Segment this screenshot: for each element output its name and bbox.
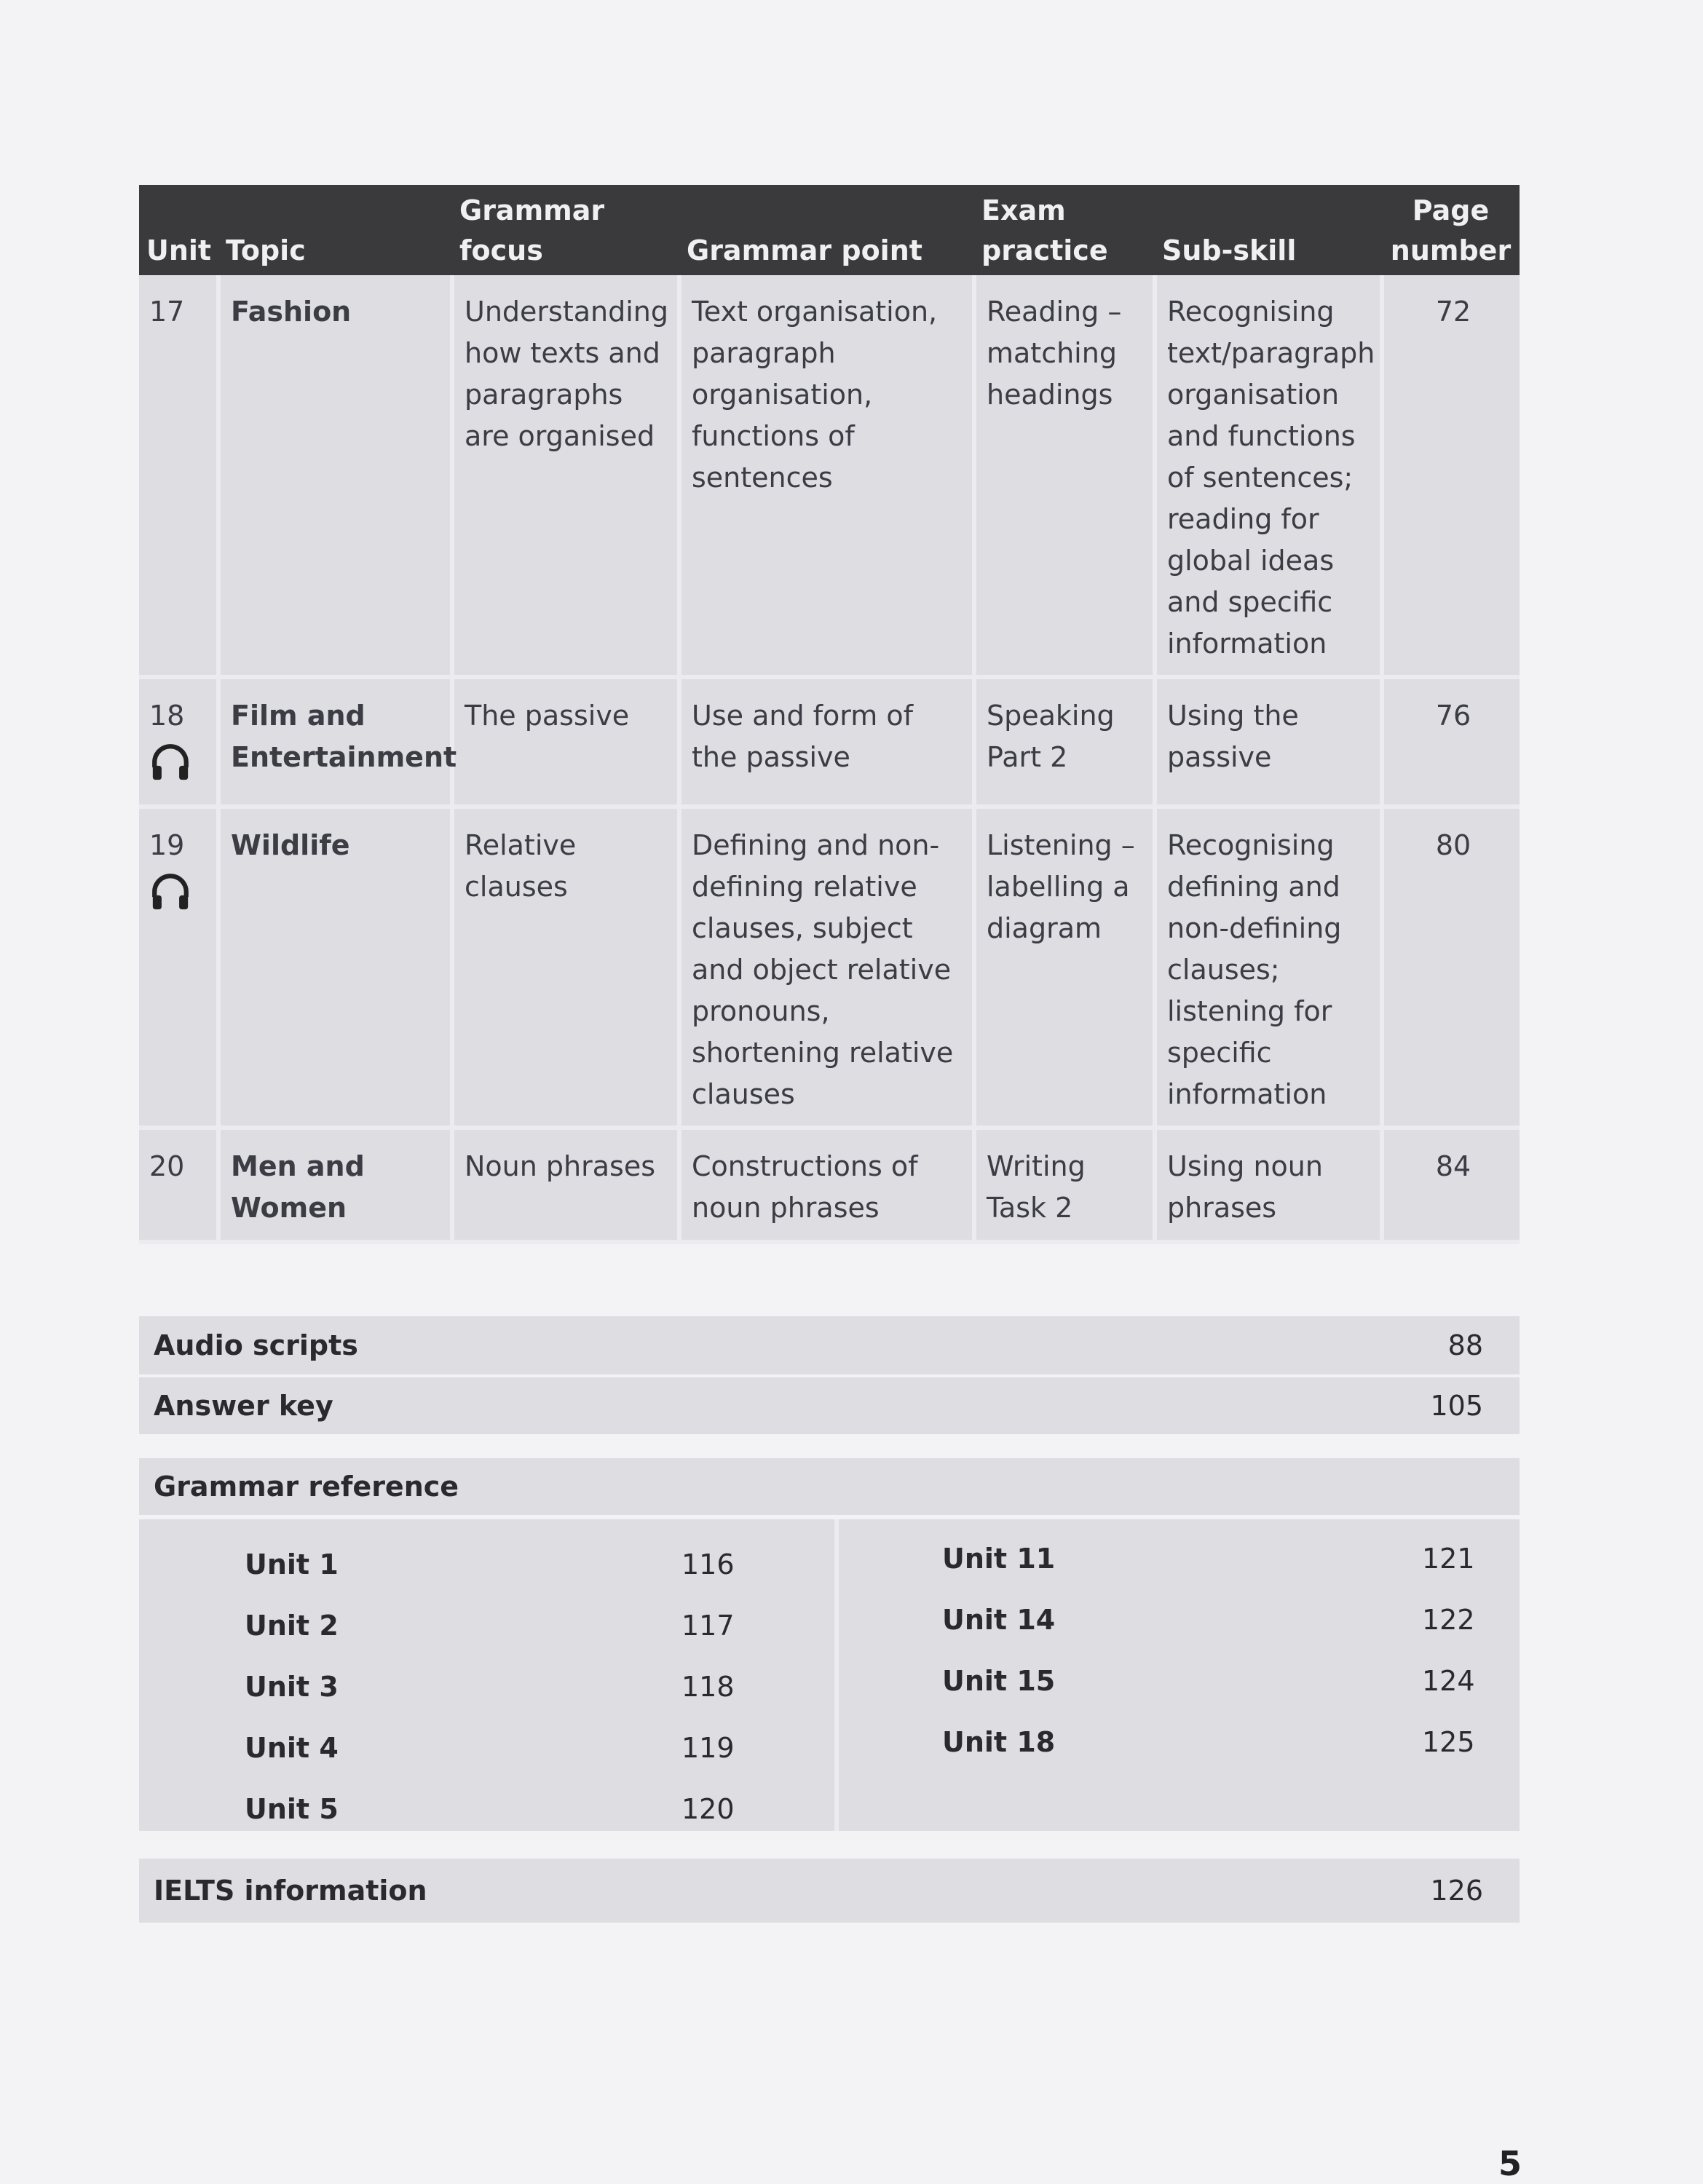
page-number-cell: 76 (1382, 677, 1520, 807)
unit-cell (139, 1128, 218, 1242)
topic-cell: Fashion (218, 275, 452, 677)
unit-number: 19 (149, 829, 185, 861)
table-header (139, 185, 1520, 275)
audio-scripts-row (139, 1316, 1520, 1374)
unit-cell (139, 807, 218, 1128)
sub-skill-cell: Recognising defining and non-defining clauses; listening for specific information (1155, 807, 1382, 1128)
grammar-reference-label: Grammar reference (154, 1471, 459, 1503)
ielts-information-page: 126 (1430, 1875, 1483, 1907)
topic-cell: Men and Women (218, 1128, 452, 1242)
ielts-information-row (139, 1859, 1520, 1923)
header-sub-skill: Sub-skill (1155, 185, 1382, 275)
page-number-cell: 72 (1382, 275, 1520, 677)
topic-cell: Wildlife (218, 807, 452, 1128)
grammar-reference-page: 116 (681, 1548, 735, 1580)
grammar-reference-page: 119 (681, 1732, 735, 1764)
grammar-reference-page: 121 (1422, 1543, 1475, 1575)
exam-practice-cell: Reading – matching headings (974, 275, 1155, 677)
grammar-reference-unit: Unit 4 (245, 1732, 339, 1764)
header-page-number: Page number (1382, 185, 1520, 275)
grammar-reference-unit: Unit 3 (245, 1671, 339, 1703)
table-row (139, 1128, 1520, 1242)
unit-number: 18 (149, 700, 185, 732)
exam-practice-cell: Writing Task 2 (974, 1128, 1155, 1242)
grammar-reference-unit: Unit 1 (245, 1548, 339, 1580)
grammar-point-cell: Defining and non-defining relative clauses, subject and object relative pronouns, shortening relative clauses (679, 807, 974, 1128)
topic-cell: Film and Entertainment (218, 677, 452, 807)
grammar-point-cell: Constructions of noun phrases (679, 1128, 974, 1242)
grammar-reference-unit: Unit 11 (942, 1543, 1056, 1575)
header-unit: Unit (139, 185, 218, 275)
grammar-reference-header (139, 1458, 1520, 1515)
grammar-reference-page: 122 (1422, 1604, 1475, 1636)
grammar-reference-unit: Unit 18 (942, 1726, 1056, 1758)
headphones-icon (149, 741, 191, 783)
grammar-reference-page: 118 (681, 1671, 735, 1703)
table-row (139, 677, 1520, 807)
grammar-focus-cell: Understanding how texts and paragraphs are organised (452, 275, 679, 677)
grammar-reference-unit: Unit 2 (245, 1610, 339, 1642)
answer-key-page: 105 (1430, 1390, 1483, 1422)
unit-number: 20 (149, 1150, 185, 1182)
sub-skill-cell: Using noun phrases (1155, 1128, 1382, 1242)
grammar-reference-page: 120 (681, 1793, 735, 1825)
grammar-reference-unit: Unit 14 (942, 1604, 1056, 1636)
grammar-reference-unit: Unit 5 (245, 1793, 339, 1825)
ielts-information-label: IELTS information (154, 1875, 427, 1907)
unit-number: 17 (149, 296, 185, 328)
grammar-point-cell: Text organisation, paragraph organisation, functions of sentences (679, 275, 974, 677)
table-row (139, 275, 1520, 677)
table-row (139, 807, 1520, 1128)
headphones-icon (149, 871, 191, 913)
header-exam-practice: Exam practice (974, 185, 1155, 275)
unit-cell (139, 677, 218, 807)
grammar-point-cell: Use and form of the passive (679, 677, 974, 807)
header-grammar-point: Grammar point (679, 185, 974, 275)
grammar-reference-page: 125 (1422, 1726, 1475, 1758)
grammar-reference-page: 117 (681, 1610, 735, 1642)
answer-key-label: Answer key (154, 1390, 333, 1422)
unit-cell (139, 275, 218, 677)
exam-practice-cell: Speaking Part 2 (974, 677, 1155, 807)
grammar-focus-cell: Relative clauses (452, 807, 679, 1128)
grammar-focus-cell: Noun phrases (452, 1128, 679, 1242)
page-number-cell: 80 (1382, 807, 1520, 1128)
audio-scripts-label: Audio scripts (154, 1329, 358, 1361)
answer-key-row (139, 1377, 1520, 1434)
header-grammar-focus: Grammar focus (452, 185, 679, 275)
grammar-reference-unit: Unit 15 (942, 1665, 1056, 1697)
sub-skill-cell: Recognising text/paragraph organisation and functions of sentences; reading for global ideas and specific information (1155, 275, 1382, 677)
grammar-reference-list (139, 1519, 1520, 1831)
page-number-cell: 84 (1382, 1128, 1520, 1242)
grammar-focus-cell: The passive (452, 677, 679, 807)
header-topic: Topic (218, 185, 452, 275)
sub-skill-cell: Using the passive (1155, 677, 1382, 807)
column-divider (834, 1519, 839, 1831)
grammar-reference-page: 124 (1422, 1665, 1475, 1697)
page-number: 5 (1498, 2144, 1522, 2183)
contents-table (139, 185, 1520, 1244)
exam-practice-cell: Listening – labelling a diagram (974, 807, 1155, 1128)
audio-scripts-page: 88 (1447, 1329, 1483, 1361)
